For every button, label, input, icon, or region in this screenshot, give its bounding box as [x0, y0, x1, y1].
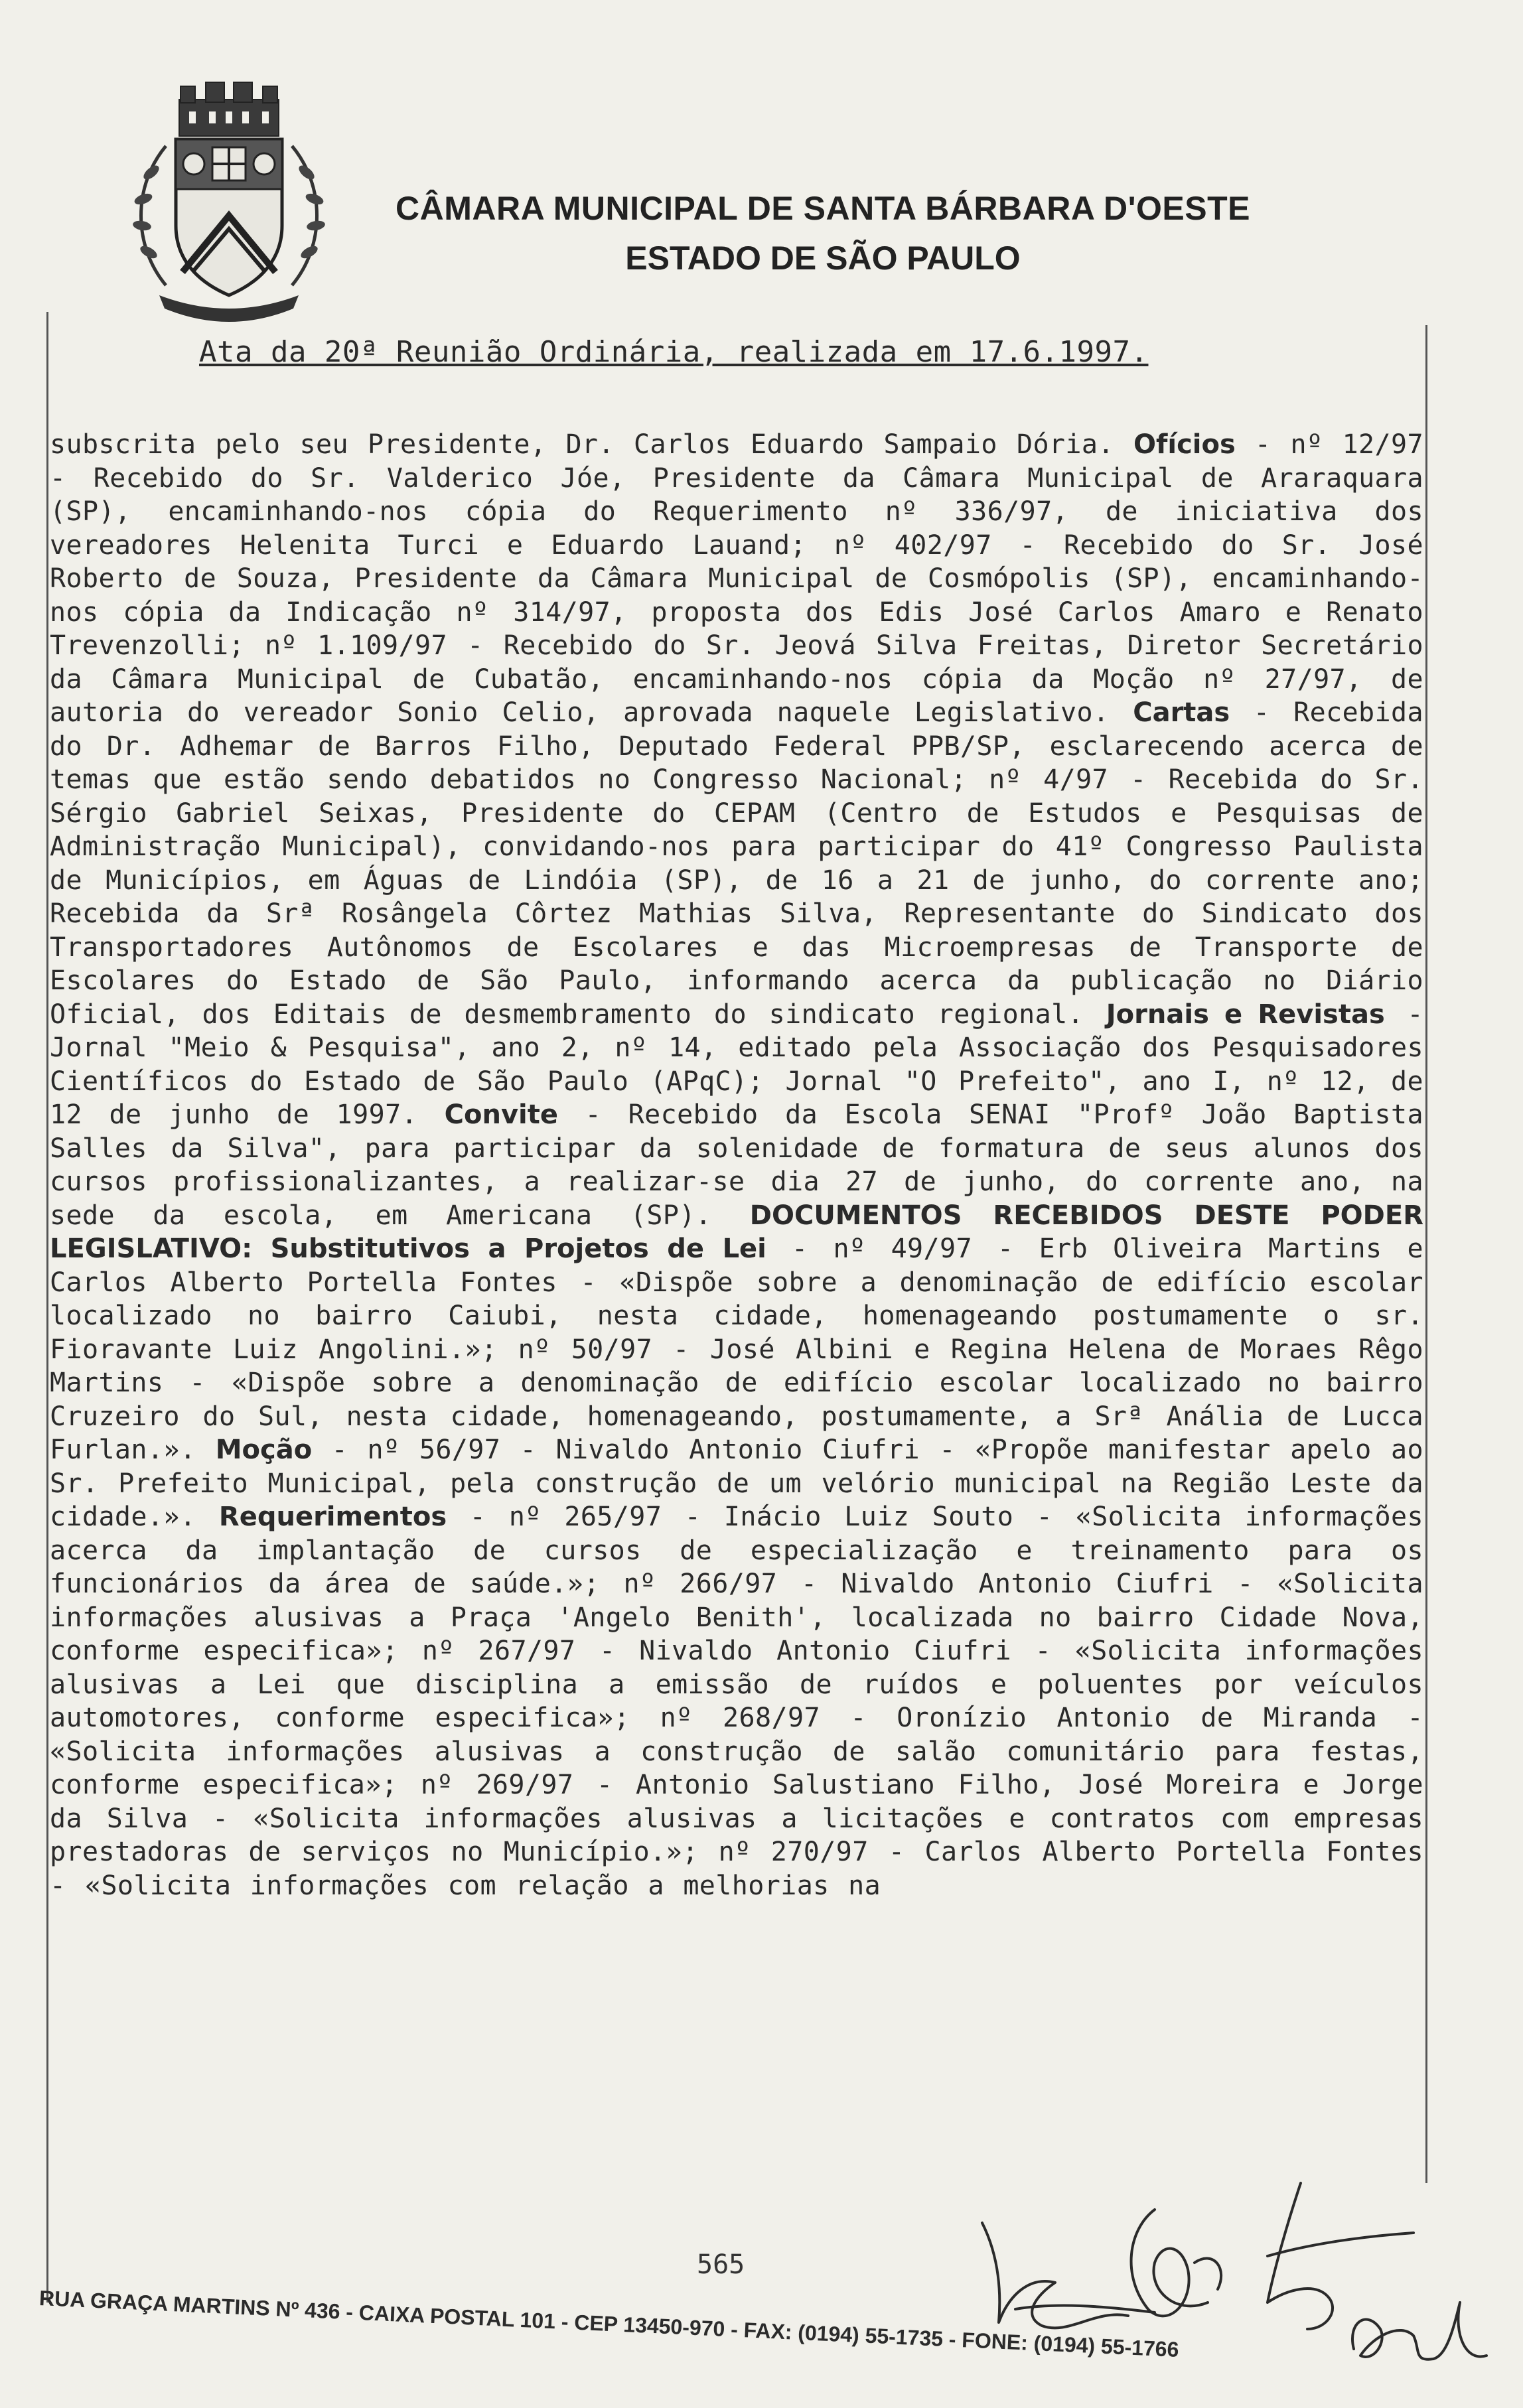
section-heading-mocao: Moção: [215, 1435, 313, 1465]
page-number: 565: [697, 2249, 745, 2280]
minutes-title: Ata da 20ª Reunião Ordinária, realizada em 17.6.1997.: [199, 335, 1149, 369]
body-text-segment: - Jornal "Meio & Pesquisa", ano 2, nº 14, editado pela Associação dos Pesquisadores Científicos do Estado de São Paulo (APqC); Jornal "O Prefeito", ano I, nº 12, de 12 de junho de 1997.: [50, 999, 1423, 1130]
section-heading-requerimentos: Requerimentos: [218, 1502, 447, 1532]
body-text-segment: - Recebida do Dr. Adhemar de Barros Filho, Deputado Federal PPB/SP, esclarecendo acerca de temas que estão sendo debatidos no Congresso Nacional; nº 4/97 - Recebida do Sr. Sérgio Gabriel Seixas, Presidente do CEPAM (Centro de Estudos e Pesquisas de Administração Municipal), convidando-nos para participar do 41º Congresso Paulista de Municípios, em Águas de Lindóia (SP), de 16 a 21 de junho, do corrente ano; Recebida da Srª Rosângela Côrtez Mathias Silva, Representante do Sindicato dos Transportadores Autônomos de Escolares e das Microempresas de Transporte de Escolares do Estado de São Paulo, informando acerca da publicação no Diário Oficial, dos Editais de desmembramento do sindicato regional.: [50, 697, 1423, 1030]
organization-name: CÂMARA MUNICIPAL DE SANTA BÁRBARA D'OESTE: [396, 190, 1250, 227]
body-text-segment: - nº 56/97 - Nivaldo Antonio Ciufri - «Propõe manifestar apelo ao Sr. Prefeito Municipal, pela construção de um velório municipal na Região Leste da cidade.».: [50, 1435, 1423, 1532]
right-margin-rule: [1425, 325, 1427, 2183]
left-margin-rule: [46, 312, 48, 2302]
minutes-paragraph: [50, 428, 1423, 1902]
minutes-body: [50, 428, 1423, 1902]
organization-state: ESTADO DE SÃO PAULO: [625, 240, 1021, 277]
signatures-icon: [956, 2170, 1500, 2395]
body-text-segment: subscrita pelo seu Presidente, Dr. Carlos Eduardo Sampaio Dória.: [50, 429, 1133, 460]
coat-of-arms-icon: [119, 73, 338, 325]
footer-address: RUA GRAÇA MARTINS Nº 436 - CAIXA POSTAL 101 - CEP 13450-970 - FAX: (0194) 55-1735 - FONE: (0194) 55-1766: [38, 2286, 1180, 2362]
section-heading-convite: Convite: [444, 1099, 559, 1130]
section-heading-oficios: Ofícios: [1133, 429, 1236, 460]
section-heading-jornais: Jornais e Revistas: [1106, 999, 1385, 1030]
body-text-segment: - nº 12/97 - Recebido do Sr. Valderico Jóe, Presidente da Câmara Municipal de Araraquara (SP), encaminhando-nos cópia do Requerimento nº 336/97, de iniciativa dos vereadores Helenita Turci e Eduardo Lauand; nº 402/97 - Recebido do Sr. José Roberto de Souza, Presidente da Câmara Municipal de Cosmópolis (SP), encaminhando-nos cópia da Indicação nº 314/97, proposta dos Edis José Carlos Amaro e Renato Trevenzolli; nº 1.109/97 - Recebido do Sr. Jeová Silva Freitas, Diretor Secretário da Câmara Municipal de Cubatão, encaminhando-nos cópia da Moção nº 27/97, de autoria do vereador Sonio Celio, aprovada naquele Legislativo.: [50, 429, 1423, 728]
body-text-segment: - Recebido da Escola SENAI "Profº João Baptista Salles da Silva", para participar da solenidade de formatura de seus alunos dos cursos profissionalizantes, a realizar-se dia 27 de junho, do corrente ano, na sede da escola, em Americana (SP).: [50, 1099, 1423, 1231]
section-heading-documentos: DOCUMENTOS RECEBIDOS DESTE PODER LEGISLATIVO: Substitutivos a Projetos de Lei: [50, 1200, 1423, 1264]
body-text-segment: - nº 265/97 - Inácio Luiz Souto - «Solicita informações acerca da implantação de cursos de especialização e treinamento para os funcionários da área de saúde.»; nº 266/97 - Nivaldo Antonio Ciufri - «Solicita informações alusivas a Praça 'Angelo Benith', localizada no bairro Cidade Nova, conforme especifica»; nº 267/97 - Nivaldo Antonio Ciufri - «Solicita informações alusivas a Lei que disciplina a emissão de ruídos e poluentes por veículos automotores, conforme especifica»; nº 268/97 - Oronízio Antonio de Miranda - «Solicita informações alusivas a construção de salão comunitário para festas, conforme especifica»; nº 269/97 - Antonio Salustiano Filho, José Moreira e Jorge da Silva - «Solicita informações alusivas a licitações e contratos com empresas prestadoras de serviços no Município.»; nº 270/97 - Carlos Alberto Portella Fontes - «Solicita informações com relação a melhorias na: [50, 1502, 1423, 1901]
section-heading-cartas: Cartas: [1133, 697, 1230, 728]
body-text-segment: - nº 49/97 - Erb Oliveira Martins e Carlos Alberto Portella Fontes - «Dispõe sobre a denominação de edifício escolar localizado no bairro Caiubi, nesta cidade, homenageando postumamente o sr. Fioravante Luiz Angolini.»; nº 50/97 - José Albini e Regina Helena de Moraes Rêgo Martins - «Dispõe sobre a denominação de edifício escolar localizado no bairro Cruzeiro do Sul, nesta cidade, homenageando, postumamente, a Srª Anália de Lucca Furlan.».: [50, 1234, 1423, 1465]
